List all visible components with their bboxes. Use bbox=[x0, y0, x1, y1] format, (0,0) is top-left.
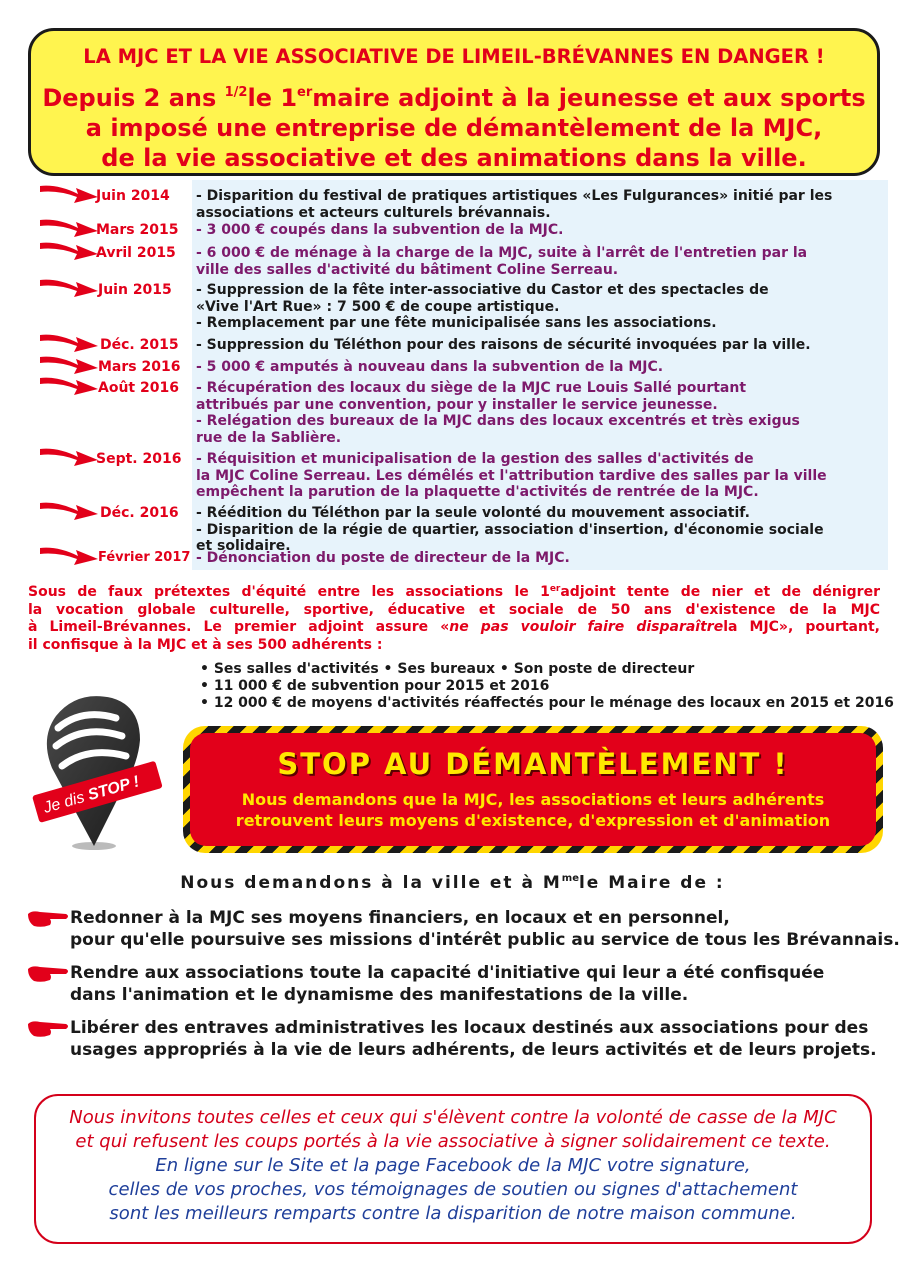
demand-line: dans l'animation et le dynamisme des manifestations de la ville. bbox=[70, 985, 689, 1005]
timeline-date: Sept. 2016 bbox=[96, 451, 182, 467]
timeline-event-line: et solidaire. bbox=[196, 538, 291, 554]
timeline-event-line: la MJC Coline Serreau. Les démêlés et l'attribution tardive des salles par la ville bbox=[196, 467, 827, 484]
timeline-event-line: empêchent la parution de la plaquette d'activités de rentrée de la MJC. bbox=[196, 484, 759, 500]
intro-line-1 bbox=[28, 584, 880, 602]
confiscated-item: • 12 000 € de moyens d'activités réaffectés pour le ménage des locaux en 2015 et 2016 bbox=[200, 695, 894, 711]
timeline-event-line: - Suppression du Téléthon pour des raisons de sécurité invoquées par la ville. bbox=[196, 337, 811, 353]
intro-line-3 bbox=[28, 619, 880, 637]
timeline-event-line: attribués par une convention, pour y installer le service jeunesse. bbox=[196, 396, 718, 413]
red-arrow-icon bbox=[38, 445, 100, 467]
header-line-1 bbox=[31, 83, 877, 113]
demands-title-sup: me bbox=[561, 873, 579, 884]
header-line-2: a imposé une entreprise de démantèlement de la MJC, bbox=[85, 114, 823, 142]
timeline-date: Mars 2015 bbox=[96, 222, 179, 238]
confiscated-list bbox=[200, 661, 894, 712]
red-arrow-icon bbox=[38, 216, 100, 238]
intro-quote: ne pas vouloir faire disparaître bbox=[449, 619, 724, 635]
demands-title-a: Nous demandons à la ville et à M bbox=[180, 873, 562, 893]
stop-sign-text-b: STOP ! bbox=[86, 773, 142, 805]
pointing-hand-icon bbox=[26, 963, 70, 985]
cta-blue-line-3: sont les meilleurs remparts contre la disparition de notre maison commune. bbox=[109, 1203, 797, 1224]
timeline-event-line: - 5 000 € amputés à nouveau dans la subvention de la MJC. bbox=[196, 359, 664, 375]
timeline-event-line: - Disparition de la régie de quartier, association d'insertion, d'économie sociale bbox=[196, 521, 824, 538]
demand-line: Rendre aux associations toute la capacité d'initiative qui leur a été confisquée bbox=[70, 963, 825, 983]
timeline-date: Juin 2014 bbox=[96, 188, 170, 204]
stop-banner-title: STOP AU DÉMANTÈLEMENT ! bbox=[277, 747, 789, 781]
timeline-event-line: ville des salles d'activité du bâtiment Coline Serreau. bbox=[196, 261, 619, 278]
header-sup: er bbox=[297, 85, 313, 100]
intro-sup: er bbox=[549, 584, 561, 594]
timeline-event-line: - Suppression de la fête inter-associative du Castor et des spectacles de bbox=[196, 282, 769, 298]
timeline-event-line: - Réquisition et municipalisation de la gestion des salles d'activités de bbox=[196, 451, 754, 467]
pointing-hand-icon bbox=[26, 1018, 70, 1040]
header-line-3: de la vie associative et des animations dans la ville. bbox=[101, 144, 807, 172]
timeline-event-line: associations et acteurs culturels brévannais. bbox=[196, 204, 551, 221]
stop-banner-line-1: Nous demandons que la MJC, les associations et leurs adhérents bbox=[241, 790, 825, 809]
intro-line-1a: Sous de faux prétextes d'équité entre les associations le 1 bbox=[28, 584, 550, 600]
header-line-1b: le 1 bbox=[247, 84, 298, 112]
timeline-event-line: - Relégation des bureaux de la MJC dans des locaux excentrés et très exigus bbox=[196, 413, 800, 429]
demands-title-b: le Maire de : bbox=[578, 873, 725, 893]
confiscated-item: • Ses salles d'activités • Ses bureaux • Son poste de directeur bbox=[200, 661, 695, 677]
cta-blue-line-1: En ligne sur le Site et la page Facebook de la MJC votre signature, bbox=[155, 1155, 751, 1176]
intro-line-3a: à Limeil-Brévannes. Le premier adjoint assure « bbox=[28, 619, 450, 635]
demand-line: Redonner à la MJC ses moyens financiers, en locaux et en personnel, bbox=[70, 908, 730, 928]
timeline-event-line: - Remplacement par une fête municipalisée sans les associations. bbox=[196, 315, 717, 331]
red-arrow-icon bbox=[38, 331, 100, 353]
stop-banner-inner bbox=[190, 733, 876, 846]
timeline-event-line: - Réédition du Téléthon par la seule volonté du mouvement associatif. bbox=[196, 505, 750, 521]
intro-paragraph bbox=[28, 584, 880, 654]
timeline-date: Déc. 2015 bbox=[100, 337, 179, 353]
cta-red-line-2: et qui refusent les coups portés à la vie associative à signer solidairement ce texte. bbox=[75, 1131, 831, 1152]
intro-line-3b: la MJC», pourtant, bbox=[723, 619, 880, 635]
timeline-date: Déc. 2016 bbox=[100, 505, 179, 521]
stop-banner-text bbox=[190, 789, 876, 831]
call-to-action-box bbox=[34, 1094, 872, 1244]
stop-banner bbox=[183, 726, 883, 853]
timeline-date: Février 2017 bbox=[98, 550, 191, 565]
intro-line-1b: adjoint tente de nier et de dénigrer bbox=[560, 584, 880, 600]
timeline-event-line: «Vive l'Art Rue» : 7 500 € de coupe artistique. bbox=[196, 298, 560, 315]
red-arrow-icon bbox=[38, 353, 100, 375]
red-arrow-icon bbox=[38, 182, 100, 204]
stop-banner-line-2: retrouvent leurs moyens d'existence, d'expression et d'animation bbox=[235, 811, 831, 830]
timeline-date: Août 2016 bbox=[98, 380, 179, 396]
timeline-event-line: - 3 000 € coupés dans la subvention de la MJC. bbox=[196, 222, 564, 238]
demands-title bbox=[0, 873, 905, 893]
pointing-hand-icon bbox=[26, 908, 70, 930]
cta-red-line-1: Nous invitons toutes celles et ceux qui s'élèvent contre la volonté de casse de la MJC bbox=[69, 1107, 837, 1128]
cta-blue-line-2: celles de vos proches, vos témoignages de soutien ou signes d'attachement bbox=[108, 1179, 798, 1200]
timeline-event-line: rue de la Sablière. bbox=[196, 429, 342, 446]
timeline-event-line: - Récupération des locaux du siège de la MJC rue Louis Sallé pourtant bbox=[196, 380, 747, 396]
stop-hand-logo bbox=[22, 688, 182, 856]
intro-line-4: il confisque à la MJC et à ses 500 adhérents : bbox=[28, 636, 383, 653]
red-arrow-icon bbox=[38, 276, 100, 298]
header-line-1a: Depuis 2 ans bbox=[42, 84, 225, 112]
header-fraction: 1/2 bbox=[224, 85, 248, 100]
timeline-event-line: - 6 000 € de ménage à la charge de la MJC, suite à l'arrêt de l'entretien par la bbox=[196, 245, 808, 261]
timeline-event-line: - Dénonciation du poste de directeur de la MJC. bbox=[196, 550, 570, 566]
demand-line: pour qu'elle poursuive ses missions d'intérêt public au service de tous les Brévannais. bbox=[70, 930, 900, 950]
timeline-date: Mars 2016 bbox=[98, 359, 181, 375]
red-arrow-icon bbox=[38, 239, 100, 261]
demand-line: Libérer des entraves administratives les locaux destinés aux associations pour des bbox=[70, 1018, 869, 1038]
header-line-1c: maire adjoint à la jeunesse et aux sports bbox=[312, 84, 866, 112]
timeline-date: Juin 2015 bbox=[98, 282, 172, 298]
confiscated-item: • 11 000 € de subvention pour 2015 et 2016 bbox=[200, 678, 550, 694]
red-arrow-icon bbox=[38, 544, 100, 566]
header-box bbox=[28, 28, 880, 176]
timeline-date: Avril 2015 bbox=[96, 245, 176, 261]
header-title: LA MJC ET LA VIE ASSOCIATIVE DE LIMEIL-BRÉVANNES EN DANGER ! bbox=[83, 45, 825, 68]
timeline-event-line: - Disparition du festival de pratiques artistiques «Les Fulgurances» initié par les bbox=[196, 188, 833, 204]
stop-sign-text-a: Je dis bbox=[41, 787, 91, 817]
red-arrow-icon bbox=[38, 374, 100, 396]
intro-line-2: la vocation globale culturelle, sportive, éducative et sociale de 50 ans d'existence de la MJC bbox=[28, 601, 880, 618]
red-arrow-icon bbox=[38, 499, 100, 521]
demand-line: usages appropriés à la vie de leurs adhérents, de leurs activités et de leurs projets. bbox=[70, 1040, 877, 1060]
